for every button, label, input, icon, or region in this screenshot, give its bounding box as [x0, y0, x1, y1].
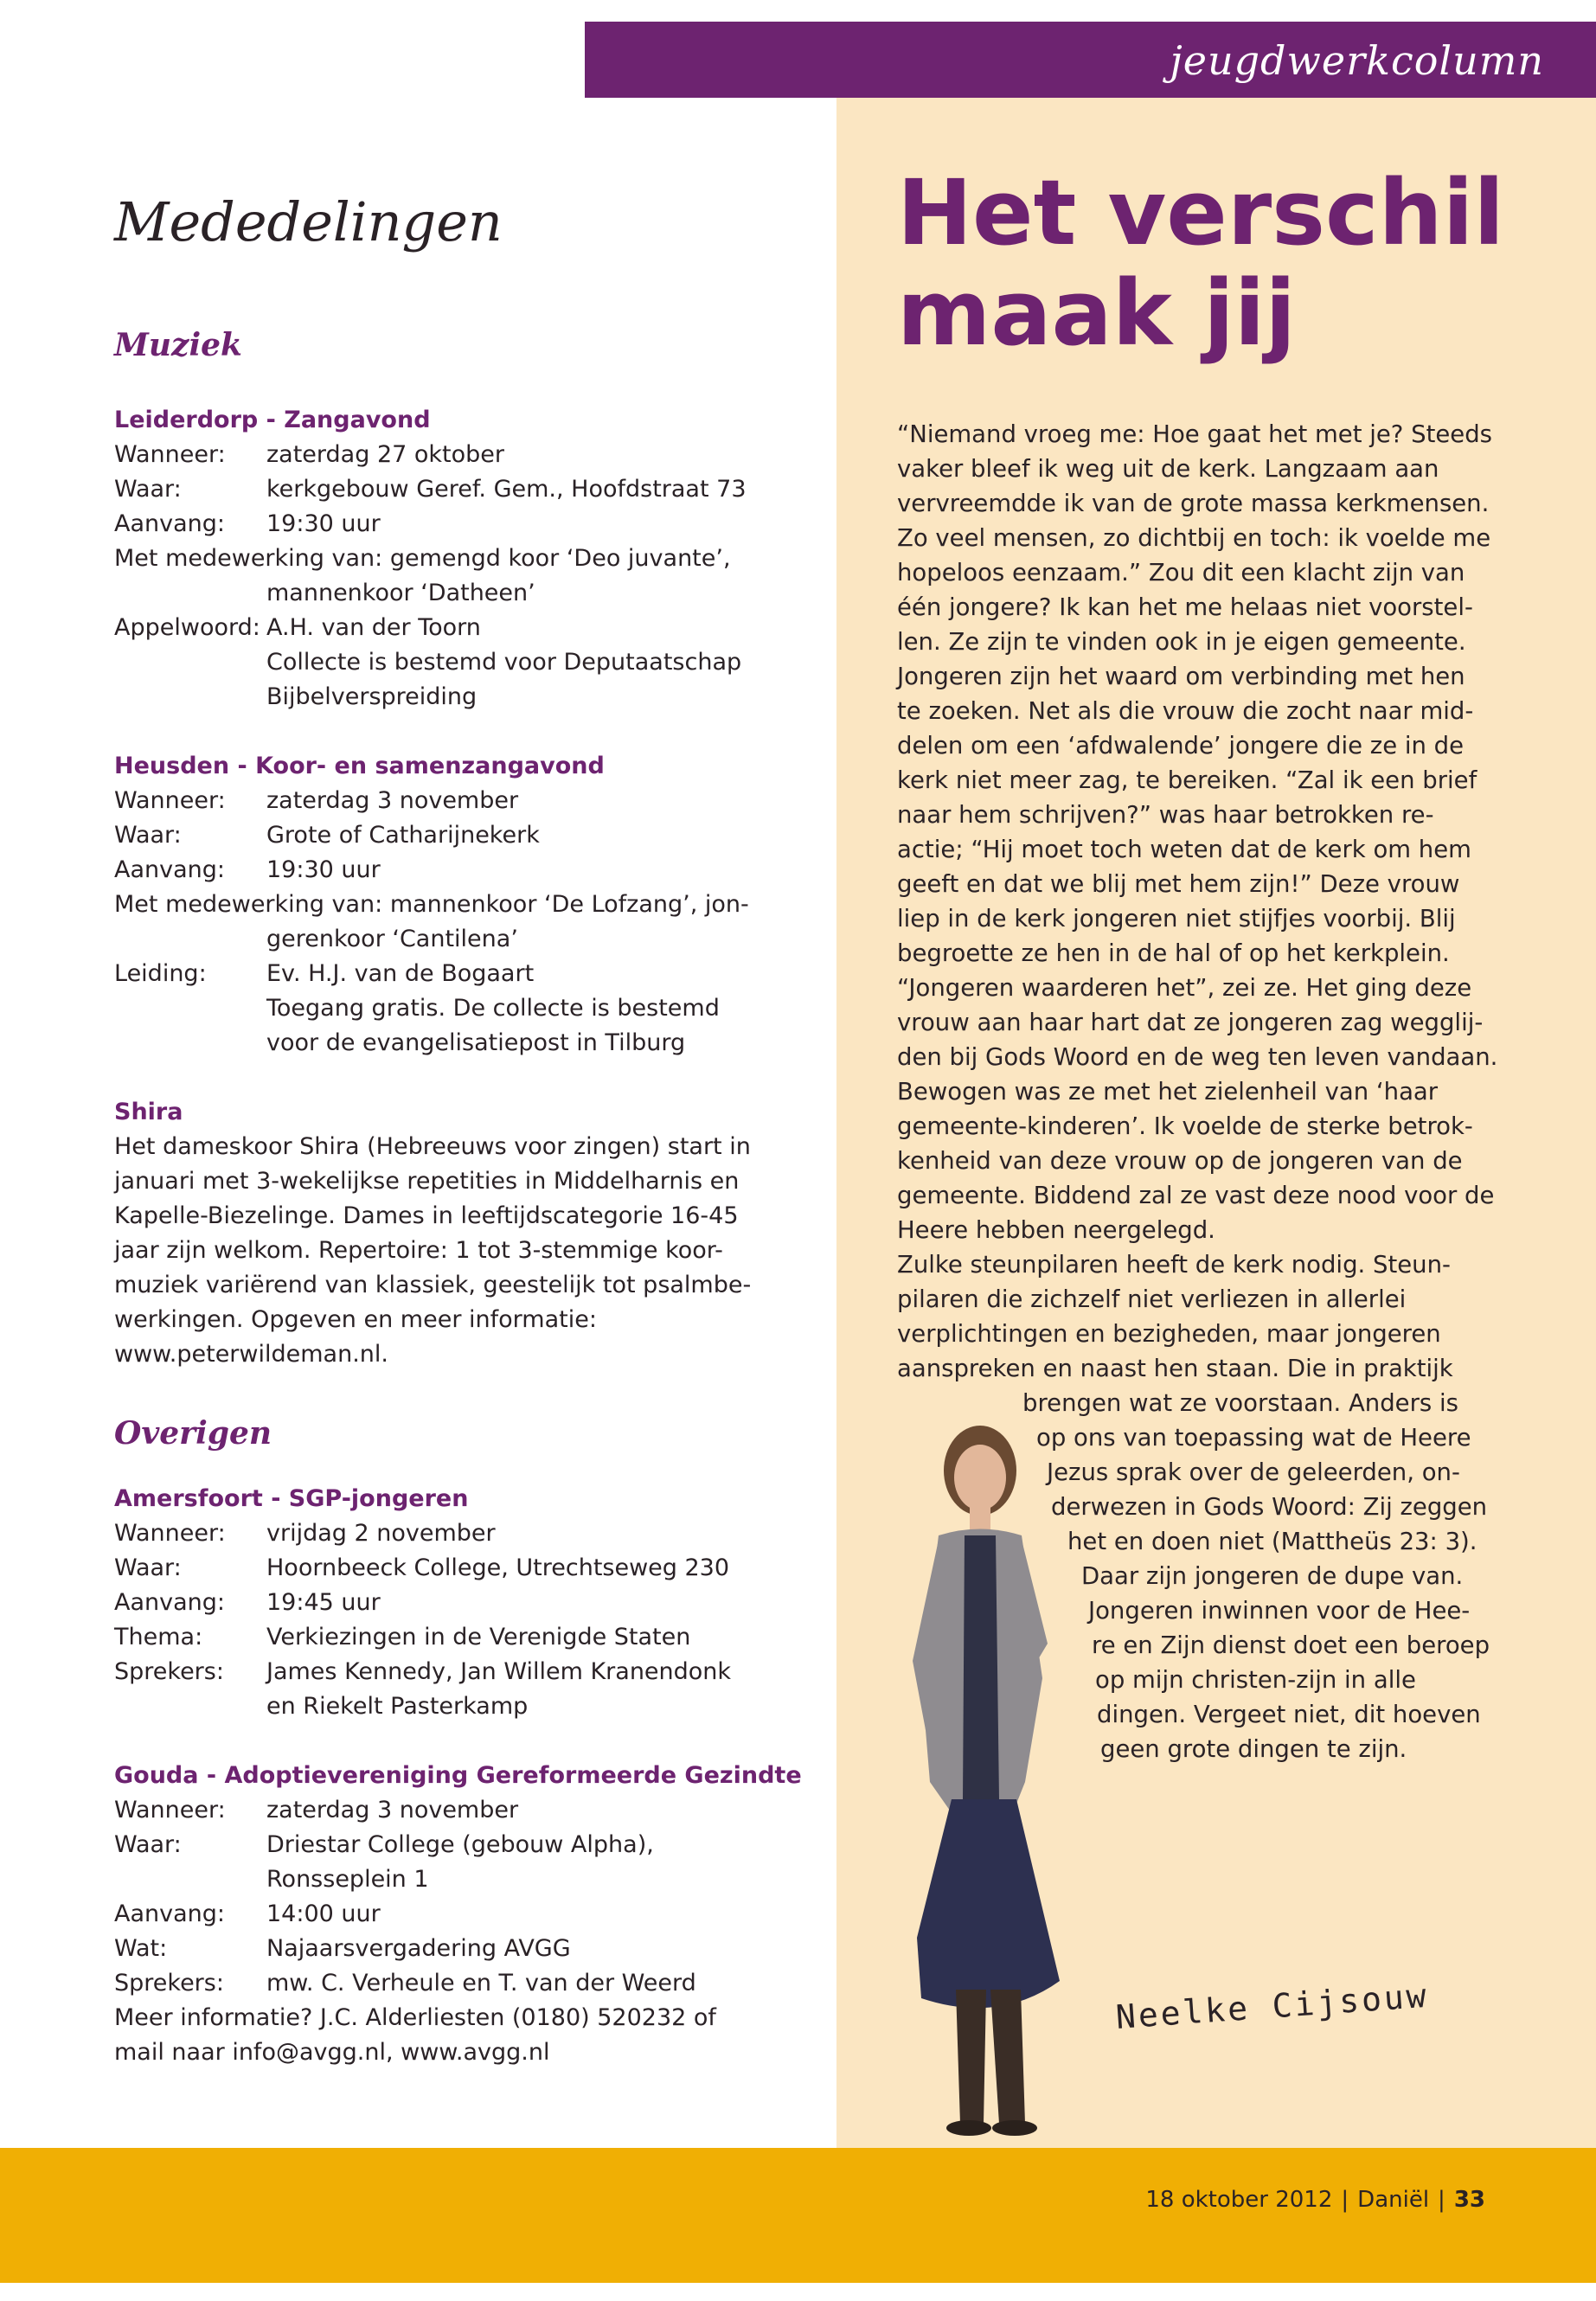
article-line: aanspreken en naast hen staan. Die in praktijk: [897, 1355, 1453, 1382]
event-row: Wat: Najaarsvergadering AVGG: [114, 1934, 571, 1962]
other-heading: Overigen: [114, 1414, 272, 1452]
event-line: mannenkoor ‘Datheen’: [266, 579, 535, 606]
article-line: “Niemand vroeg me: Hoe gaat het met je? Steeds: [897, 420, 1492, 448]
event-row: Waar: Hoornbeeck College, Utrechtseweg 230: [114, 1554, 730, 1581]
event-gouda: [114, 1759, 806, 2070]
event-line: Met medewerking van: mannenkoor ‘De Lofzang’, jon-: [114, 890, 749, 918]
event-row: Waar: kerkgebouw Geref. Gem., Hoofdstraat 73: [114, 475, 747, 503]
event-row: Aanvang: 19:45 uur: [114, 1588, 381, 1616]
article-line: Zo veel mensen, zo dichtbij en toch: ik voelde me: [897, 524, 1491, 552]
article-line: liep in de kerk jongeren niet stijfjes voorbij. Blij: [897, 905, 1456, 933]
event-line: en Riekelt Pasterkamp: [266, 1692, 529, 1720]
event-amersfoort: [114, 1482, 806, 1724]
paragraph-line: www.peterwildeman.nl.: [114, 1340, 388, 1368]
event-row: Wanneer: zaterdag 3 november: [114, 786, 519, 814]
event-row: Sprekers: James Kennedy, Jan Willem Kranendonk: [114, 1657, 732, 1685]
article-line: Jezus sprak over de geleerden, on-: [1047, 1458, 1460, 1486]
article-line: vervreemdde ik van de grote massa kerkmensen.: [897, 490, 1490, 517]
footer-info: 18 oktober 2012 | Daniël | 33: [1145, 2187, 1485, 2213]
article-line: actie; “Hij moet toch weten dat de kerk om hem: [897, 836, 1471, 863]
article-line: re en Zijn dienst doet een beroep: [1092, 1631, 1490, 1659]
author-photo: [878, 1419, 1103, 2145]
section-header-bar: [585, 22, 1596, 98]
event-row: Thema: Verkiezingen in de Verenigde Staten: [114, 1623, 691, 1650]
article-line: kenheid van deze vrouw op de jongeren van de: [897, 1147, 1463, 1175]
article-line: vrouw aan haar hart dat ze jongeren zag wegglij-: [897, 1009, 1484, 1036]
event-row: Waar: Driestar College (gebouw Alpha),: [114, 1830, 654, 1858]
article-line: brengen wat ze voorstaan. Anders is: [1022, 1389, 1458, 1417]
issue-date: 18 oktober 2012: [1145, 2187, 1333, 2213]
event-line: Ronsseplein 1: [266, 1865, 429, 1893]
section-label: jeugdwerkcolumn: [1170, 37, 1544, 84]
announcements-column: [114, 190, 806, 2070]
article-line: den bij Gods Woord en de weg ten leven vandaan.: [897, 1043, 1498, 1071]
magazine-name: Daniël: [1357, 2187, 1430, 2213]
article-line: len. Ze zijn te vinden ook in je eigen gemeente.: [897, 628, 1466, 656]
paragraph-line: Het dameskoor Shira (Hebreeuws voor zingen) start in: [114, 1132, 751, 1160]
event-line: mail naar info@avgg.nl, www.avgg.nl: [114, 2038, 550, 2066]
article-line: pilaren die zichzelf niet verliezen in allerlei: [897, 1285, 1407, 1313]
event-row: Wanneer: vrijdag 2 november: [114, 1519, 496, 1547]
article-line: derwezen in Gods Woord: Zij zeggen: [1051, 1493, 1488, 1521]
event-row: Wanneer: zaterdag 27 oktober: [114, 440, 504, 468]
page-number: 33: [1453, 2187, 1485, 2213]
article-line: naar hem schrijven?” was haar betrokken re-: [897, 801, 1434, 829]
event-line: gerenkoor ‘Cantilena’: [266, 925, 518, 952]
article-line: Zulke steunpilaren heeft de kerk nodig. Steun-: [897, 1251, 1451, 1279]
paragraph-line: januari met 3-wekelijkse repetities in Middelharnis en: [114, 1167, 740, 1195]
event-title: Heusden - Koor- en samenzangavond: [114, 752, 605, 779]
article-line: op ons van toepassing wat de Heere: [1036, 1424, 1471, 1452]
article-line: hopeloos eenzaam.” Zou dit een klacht zijn van: [897, 559, 1465, 586]
article-line: Jongeren inwinnen voor de Hee-: [1088, 1597, 1471, 1625]
music-heading: Muziek: [114, 327, 242, 364]
paragraph-line: Kapelle-Biezelinge. Dames in leeftijdscategorie 16-45: [114, 1202, 739, 1229]
event-line: Toegang gratis. De collecte is bestemd: [266, 994, 720, 1022]
event-row: Aanvang: 14:00 uur: [114, 1900, 381, 1927]
event-row: Sprekers: mw. C. Verheule en T. van der Weerd: [114, 1969, 696, 1997]
article-line: op mijn christen-zijn in alle: [1095, 1666, 1416, 1694]
event-line: Meer informatie? J.C. Alderliesten (0180) 520232 of: [114, 2003, 716, 2031]
event-title: Shira: [114, 1098, 183, 1125]
event-line: voor de evangelisatiepost in Tilburg: [266, 1029, 686, 1056]
event-title: Leiderdorp - Zangavond: [114, 406, 431, 433]
paragraph-line: muziek variërend van klassiek, geestelijk tot psalmbe-: [114, 1271, 752, 1298]
event-line: Collecte is bestemd voor Deputaatschap: [266, 648, 742, 676]
article-line: “Jongeren waarderen het”, zei ze. Het ging deze: [897, 974, 1472, 1002]
article-line: te zoeken. Net als die vrouw die zocht naar mid-: [897, 697, 1474, 725]
article-line: geeft en dat we blij met hem zijn!” Deze vrouw: [897, 870, 1460, 898]
article-line: Jongeren zijn het waard om verbinding met hen: [897, 663, 1465, 690]
event-leiderdorp: [114, 403, 806, 715]
article-line: begroette ze hen in de hal of op het kerkplein.: [897, 939, 1450, 967]
article-line: Heere hebben neergelegd.: [897, 1216, 1215, 1244]
article-line: delen om een ‘afdwalende’ jongere die ze in de: [897, 732, 1465, 760]
article-line: vaker bleef ik weg uit de kerk. Langzaam aan: [897, 455, 1439, 483]
article-line: Daar zijn jongeren de dupe van.: [1081, 1562, 1464, 1590]
event-line: Bijbelverspreiding: [266, 683, 478, 710]
event-row: Leiding: Ev. H.J. van de Bogaart: [114, 959, 535, 987]
announcements-title: Mededelingen: [114, 190, 503, 253]
article-line: verplichtingen en bezigheden, maar jongeren: [897, 1320, 1441, 1348]
event-row: Appelwoord: A.H. van der Toorn: [114, 613, 481, 641]
article-title: Het verschil maak jij: [897, 160, 1504, 366]
article-line: Bewogen was ze met het zielenheil van ‘haar: [897, 1078, 1439, 1106]
event-shira: [114, 1095, 806, 1372]
paragraph-line: jaar zijn welkom. Repertoire: 1 tot 3-stemmige koor-: [114, 1236, 723, 1264]
article-line: geen grote dingen te zijn.: [1100, 1735, 1407, 1763]
footer-bar: [0, 2148, 1596, 2283]
event-title: Gouda - Adoptievereniging Gereformeerde Gezindte: [114, 1761, 802, 1789]
event-heusden: [114, 749, 806, 1061]
article-line: dingen. Vergeet niet, dit hoeven: [1097, 1701, 1481, 1728]
paragraph-line: werkingen. Opgeven en meer informatie:: [114, 1305, 597, 1333]
article-line: het en doen niet (Mattheüs 23: 3).: [1067, 1528, 1477, 1555]
author-signature: Neelke Cijsouw: [1114, 1976, 1430, 2036]
article-line: één jongere? Ik kan het me helaas niet voorstel-: [897, 593, 1473, 621]
article-line: gemeente-kinderen’. Ik voelde de sterke betrok-: [897, 1112, 1473, 1140]
article-line: gemeente. Biddend zal ze vast deze nood voor de: [897, 1182, 1495, 1209]
event-row: Aanvang: 19:30 uur: [114, 856, 381, 883]
article-line: kerk niet meer zag, te bereiken. “Zal ik een brief: [897, 766, 1477, 794]
event-title: Amersfoort - SGP-jongeren: [114, 1484, 469, 1512]
event-row: Waar: Grote of Catharijnekerk: [114, 821, 540, 849]
event-row: Aanvang: 19:30 uur: [114, 510, 381, 537]
event-line: Met medewerking van: gemengd koor ‘Deo juvante’,: [114, 544, 731, 572]
event-row: Wanneer: zaterdag 3 november: [114, 1796, 519, 1823]
